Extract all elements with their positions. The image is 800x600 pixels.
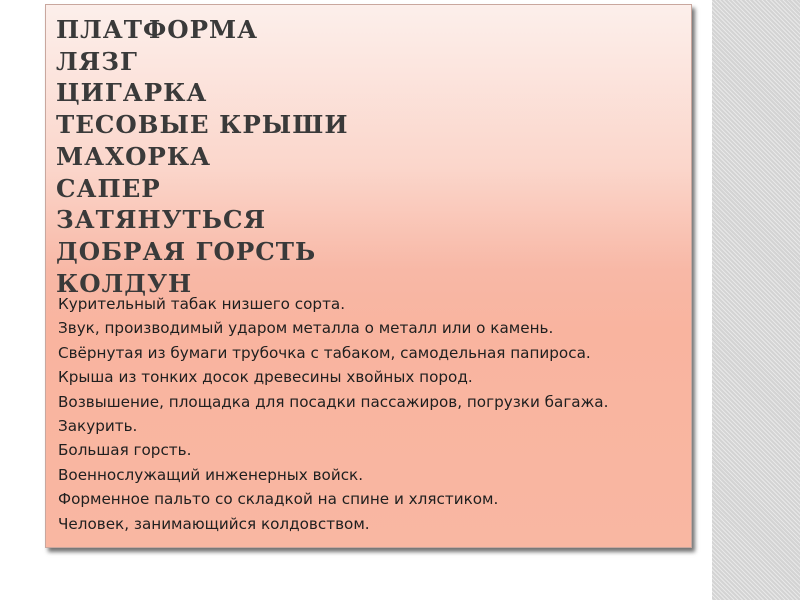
term-item: ДОБРАЯ ГОРСТЬ <box>56 236 317 266</box>
term-item: ЗАТЯНУТЬСЯ <box>56 205 267 235</box>
definition-item: Человек, занимающийся колдовством. <box>58 514 370 533</box>
term-item: МАХОРКА <box>56 141 212 171</box>
definition-item: Свёрнутая из бумаги трубочка с табаком, самодельная папироса. <box>58 343 591 362</box>
terms-list <box>56 14 348 299</box>
term-item: ЛЯЗГ <box>56 46 138 76</box>
term-item: САПЕР <box>56 173 161 203</box>
decorative-side-band <box>712 0 800 600</box>
definition-item: Большая горсть. <box>58 441 192 460</box>
definition-item: Возвышение, площадка для посадки пассажиров, погрузки багажа. <box>58 392 609 411</box>
term-item: КОЛДУН <box>56 268 193 298</box>
term-item: ТЕСОВЫЕ КРЫШИ <box>56 110 349 140</box>
definition-item: Звук, производимый ударом металла о металл или о камень. <box>58 319 554 338</box>
definition-item: Курительный табак низшего сорта. <box>58 295 346 313</box>
term-item: ПЛАТФОРМА <box>56 15 259 44</box>
definition-item: Крыша из тонких досок древесины хвойных пород. <box>58 368 473 387</box>
definition-item: Форменное пальто со складкой на спине и хлястиком. <box>58 490 499 509</box>
definition-item: Закурить. <box>58 417 138 436</box>
content-card <box>45 4 692 548</box>
term-item: ЦИГАРКА <box>56 78 208 108</box>
definition-item: Военнослужащий инженерных войск. <box>58 465 364 484</box>
definitions-list <box>58 292 608 536</box>
